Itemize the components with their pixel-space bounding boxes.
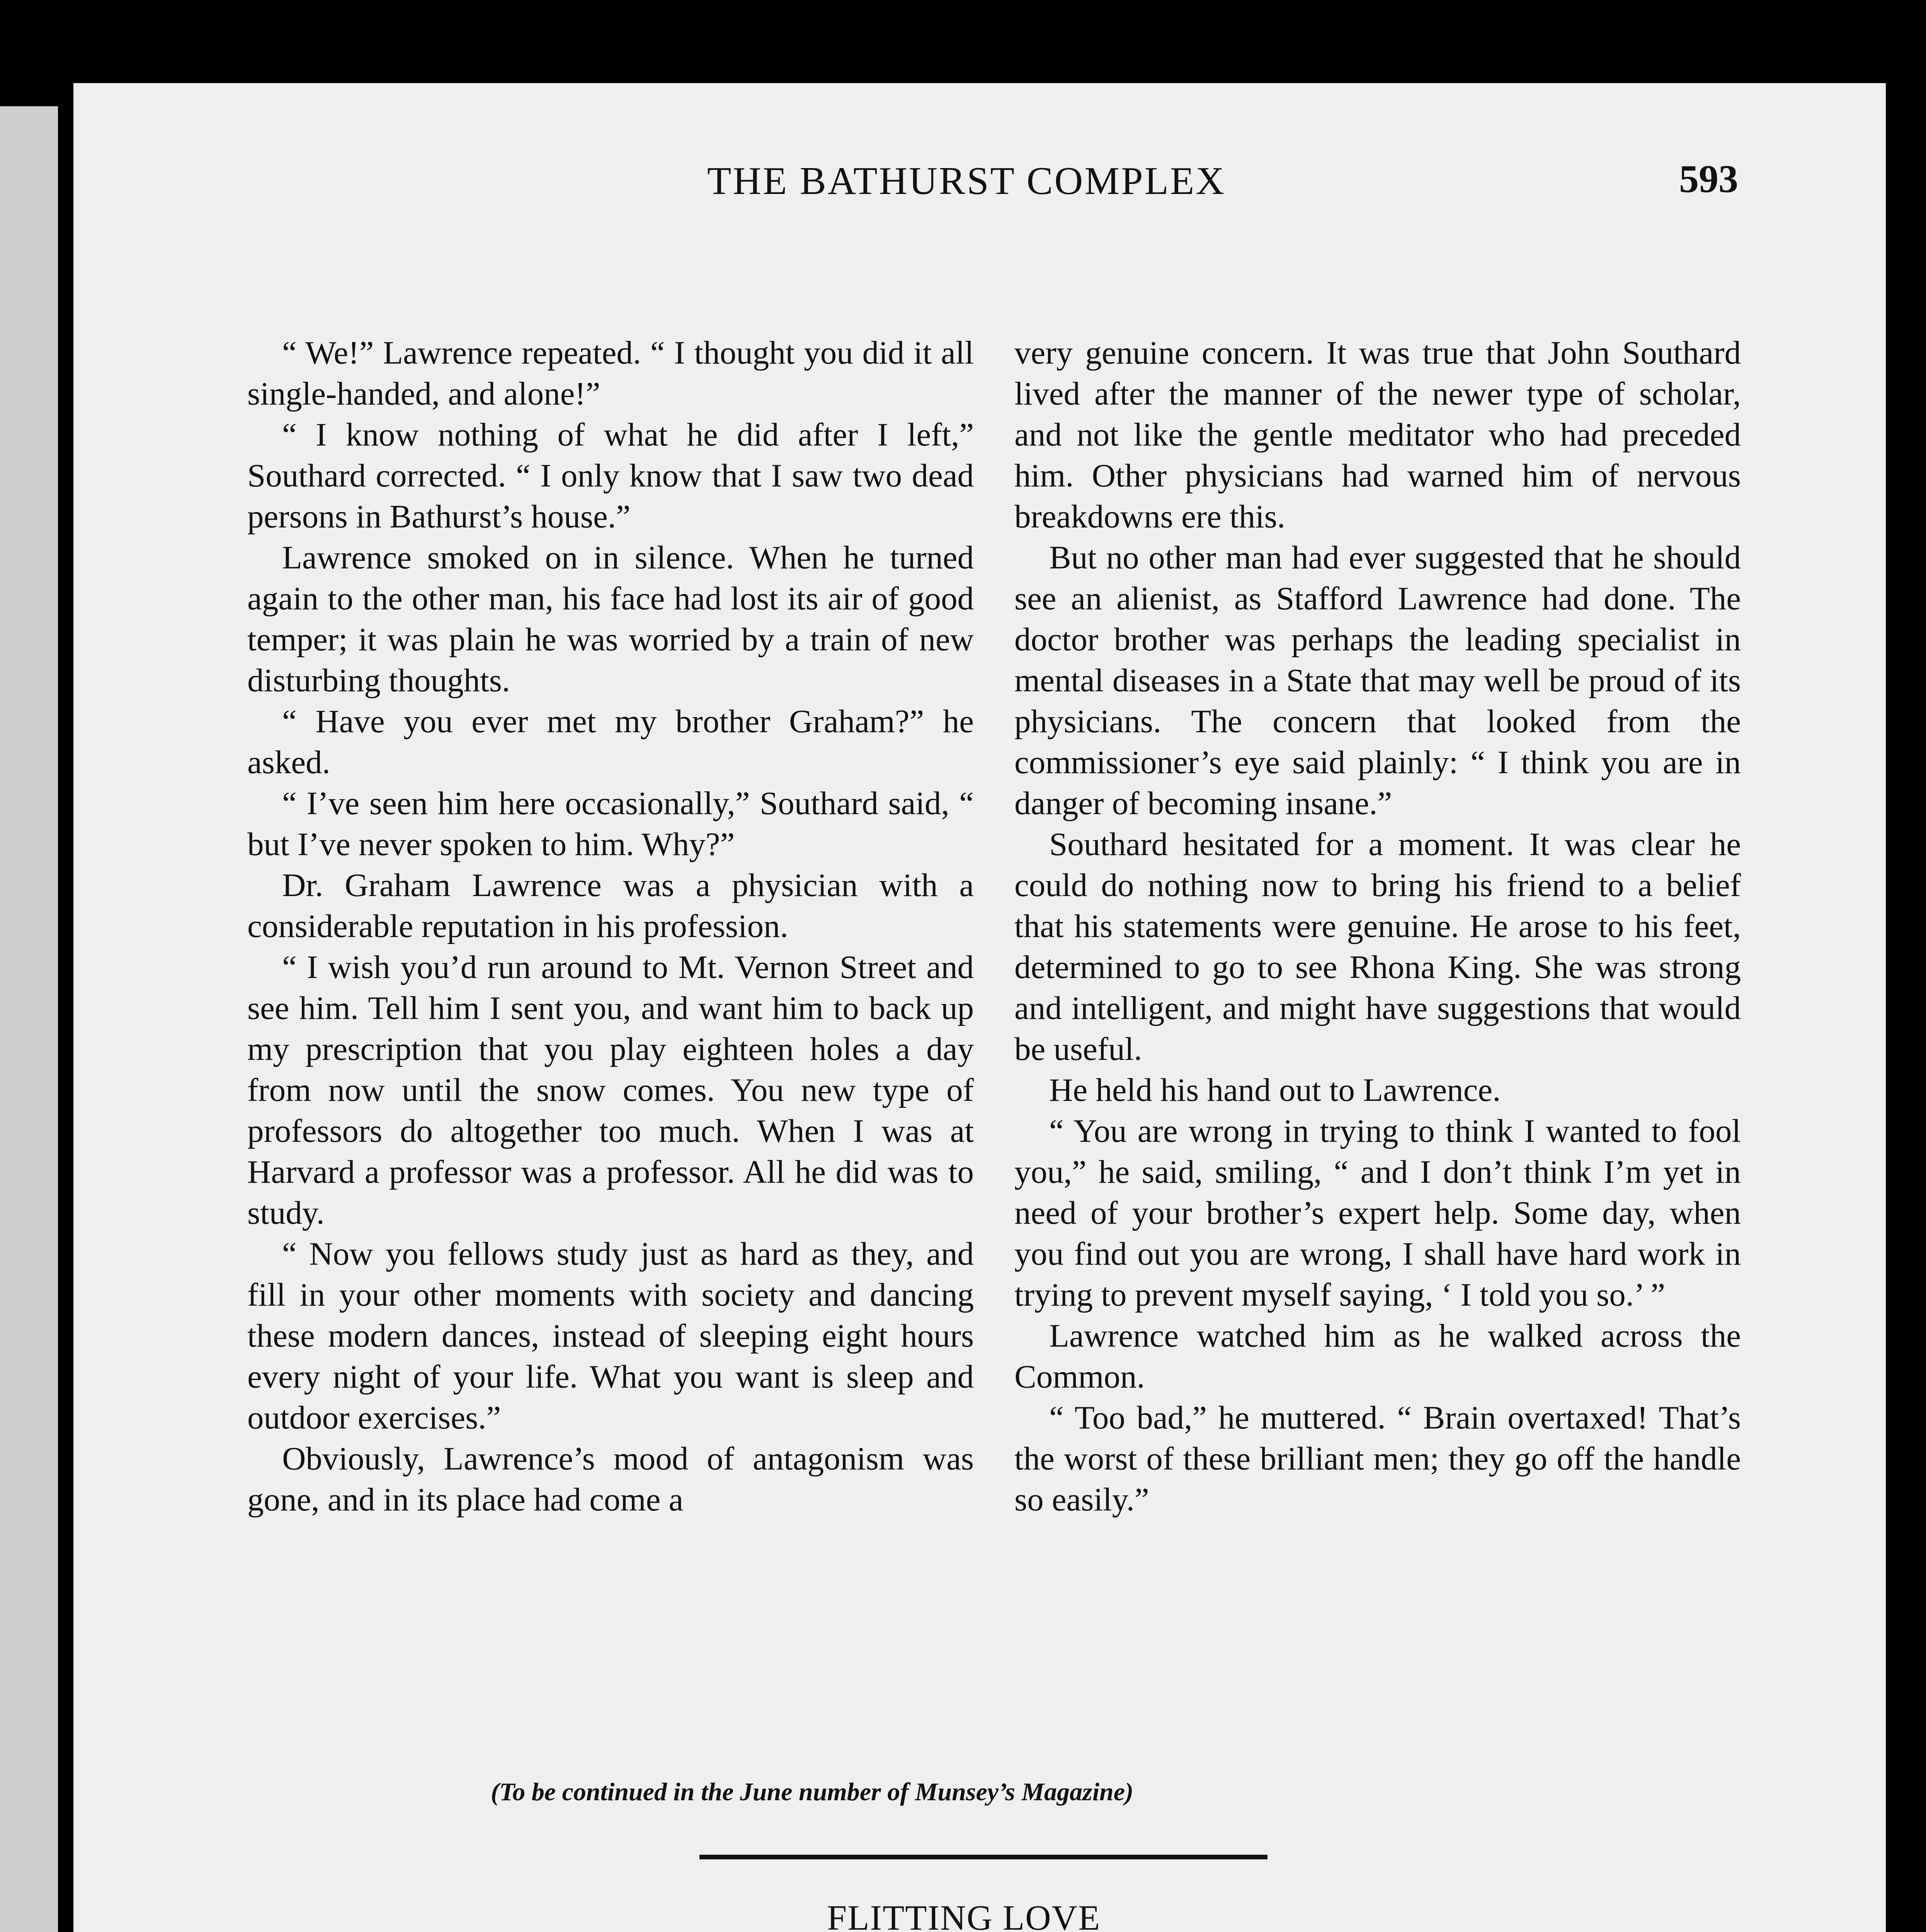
paragraph: very genuine concern. It was true that John Southard lived after the manner of the newer type of scholar, and not like the gentle meditator who had preceded him. Other physicians had warned him of nervous breakdowns ere this. bbox=[1014, 335, 1741, 535]
paragraph: “ Have you ever met my brother Graham?” he asked. bbox=[247, 703, 974, 781]
paragraph: Lawrence watched him as he walked across the Common. bbox=[1014, 1318, 1741, 1395]
paragraph: “ I’ve seen him here occasionally,” Southard said, “ but I’ve never spoken to him. Why?” bbox=[247, 785, 974, 862]
running-title: THE BATHURST COMPLEX bbox=[707, 159, 1226, 203]
paragraph: “ We!” Lawrence repeated. “ I thought you did it all single-handed, and alone!” bbox=[247, 335, 974, 412]
poem-title: FLITTING LOVE bbox=[827, 1898, 1101, 1932]
paragraph: “ I wish you’d run around to Mt. Vernon Street and see him. Tell him I sent you, and want him to back up my prescription that you play eighteen holes a day from now until the snow comes. You new type of professors do altogether too much. When I was at Harvard a professor was a professor. All he did was to study. bbox=[247, 949, 974, 1231]
page-number-top: 593 bbox=[1679, 157, 1738, 201]
right-text-column bbox=[1014, 332, 1741, 1520]
paragraph: Southard hesitated for a moment. It was clear he could do nothing now to bring his friend to a belief that his statements were genuine. He arose to his feet, determined to go to see Rhona King. She was strong and intelligent, and might have suggestions that would be useful. bbox=[1014, 826, 1741, 1067]
adjacent-page-edge bbox=[0, 106, 58, 1932]
paragraph: “ You are wrong in trying to think I wanted to fool you,” he said, smiling, “ and I don’t think I’m yet in need of your brother’s expert help. Some day, when you find out you are wrong, I shall have hard work in trying to prevent myself saying, ‘ I told you so.’ ” bbox=[1014, 1113, 1741, 1313]
section-divider bbox=[699, 1855, 1268, 1859]
paragraph: “ Too bad,” he muttered. “ Brain overtaxed! That’s the worst of these brilliant men; they go off the handle so easily.” bbox=[1014, 1400, 1741, 1518]
paragraph: But no other man had ever suggested that he should see an alienist, as Stafford Lawrence had done. The doctor brother was perhaps the leading specialist in mental diseases in a State that may well be proud of its physicians. The concern that looked from the commissioner’s eye said plainly: “ I think you are in danger of becoming insane.” bbox=[1014, 539, 1741, 821]
paragraph: He held his hand out to Lawrence. bbox=[1049, 1072, 1501, 1108]
paragraph: “ I know nothing of what he did after I left,” Southard corrected. “ I only know that I saw two dead persons in Bathurst’s house.” bbox=[247, 417, 974, 535]
paragraph: Obviously, Lawrence’s mood of antagonism was gone, and in its place had come a bbox=[247, 1440, 974, 1518]
left-text-column bbox=[247, 332, 974, 1520]
continuation-note: (To be continued in the June number of Munsey’s Magazine) bbox=[491, 1778, 1134, 1806]
paragraph: Lawrence smoked on in silence. When he turned again to the other man, his face had lost its air of good temper; it was plain he was worried by a train of new disturbing thoughts. bbox=[247, 539, 974, 699]
paragraph: “ Now you fellows study just as hard as they, and fill in your other moments with society and dancing these modern dances, instead of sleeping eight hours every night of your life. What you want is sleep and outdoor exercises.” bbox=[247, 1236, 974, 1436]
paragraph: Dr. Graham Lawrence was a physician with a considerable reputation in his profession. bbox=[247, 867, 974, 944]
